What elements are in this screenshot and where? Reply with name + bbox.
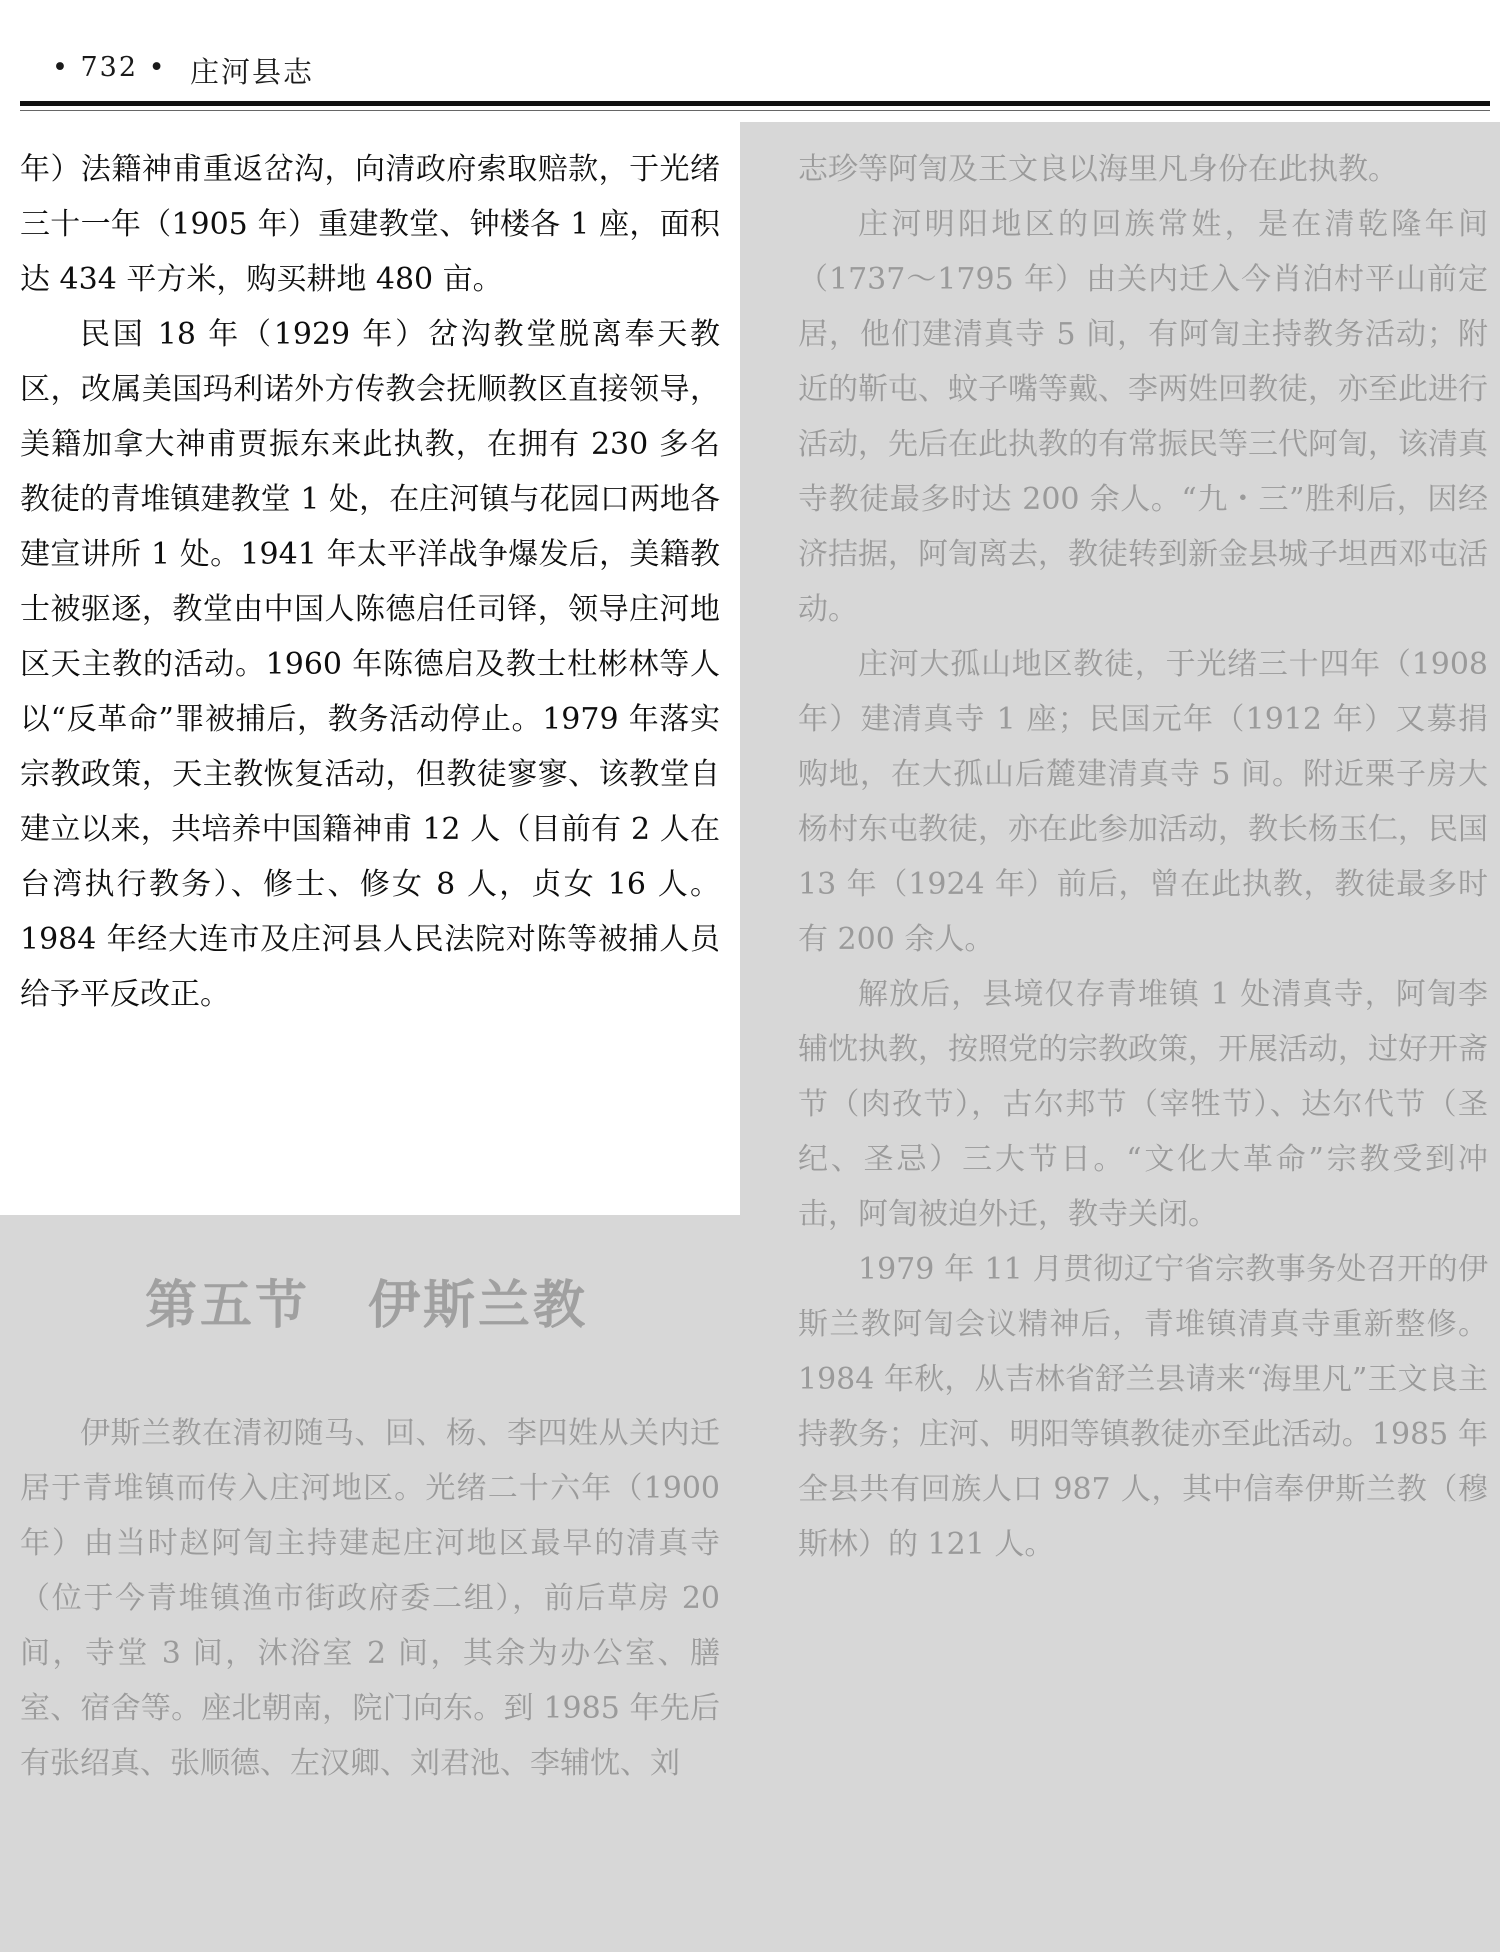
header-rule-thin [20, 110, 1490, 111]
section-heading [145, 1263, 588, 1338]
section-number: 第五节 [145, 1275, 311, 1336]
header-rule [20, 101, 1490, 106]
paragraph: 民国 18 年（1929 年）岔沟教堂脱离奉天教区，改属美国玛利诺外方传教会抚顺教区直接领导，美籍加拿大神甫贾振东来此执教，在拥有 230 多名教徒的青堆镇建教堂 1 处，在庄河镇与花园口两地各建宣讲所 1 处。1941 年太平洋战争爆发后，美籍教士被驱逐，教堂由中国人陈德启任司铎，领导庄河地区天主教的活动。1960 年陈德启及教士杜彬林等人以“反革命”罪被捕后，教务活动停止。1979 年落实宗教政策，天主教恢复活动，但教徒寥寥、该教堂自建立以来，共培养中国籍神甫 12 人（目前有 2 人在台湾执行教务）、修士、修女 8 人，贞女 16 人。1984 年经大连市及庄河县人民法院对陈等被捕人员给予平反改正。 [20, 317, 720, 1012]
book-title: 庄河县志 [190, 55, 315, 89]
paragraph: 庄河明阳地区的回族常姓，是在清乾隆年间（1737～1795 年）由关内迁入今肖泊村平山前定居，他们建清真寺 5 间，有阿訇主持教务活动；附近的靳屯、蚊子嘴等戴、李两姓回教徒，亦至此进行活动，先后在此执教的有常振民等三代阿訇，该清真寺教徒最多时达 200 余人。“九・三”胜利后，因经济拮据，阿訇离去，教徒转到新金县城子坦西邓屯活动。 [798, 207, 1488, 627]
page-header [0, 0, 1500, 110]
right-column [798, 142, 1488, 1572]
paragraph: 庄河大孤山地区教徒，于光绪三十四年（1908 年）建清真寺 1 座；民国元年（1912 年）又募捐购地，在大孤山后麓建清真寺 5 间。附近栗子房大杨村东屯教徒，亦在此参加活动，教长杨玉仁，民国 13 年（1924 年）前后，曾在此执教，教徒最多时有 200 余人。 [798, 647, 1488, 957]
paragraph: 志珍等阿訇及王文良以海里凡身份在此执教。 [798, 152, 1398, 187]
paragraph: 1979 年 11 月贯彻辽宁省宗教事务处召开的伊斯兰教阿訇会议精神后，青堆镇清真寺重新整修。1984 年秋，从吉林省舒兰县请来“海里凡”王文良主持教务；庄河、明阳等镇教徒亦至此活动。1985 年全县共有回族人口 987 人，其中信奉伊斯兰教（穆斯林）的 121 人。 [798, 1252, 1488, 1562]
page-number: • 732 • [52, 52, 167, 83]
section-title: 伊斯兰教 [368, 1275, 589, 1336]
left-column-top [20, 142, 720, 1022]
left-column-bottom [20, 1406, 720, 1791]
paragraph: 年）法籍神甫重返岔沟，向清政府索取赔款，于光绪三十一年（1905 年）重建教堂、钟楼各 1 座，面积达 434 平方米，购买耕地 480 亩。 [20, 152, 720, 297]
paragraph: 伊斯兰教在清初随马、回、杨、李四姓从关内迁居于青堆镇而传入庄河地区。光绪二十六年（1900 年）由当时赵阿訇主持建起庄河地区最早的清真寺（位于今青堆镇渔市街政府委二组），前后草房 20 间，寺堂 3 间，沐浴室 2 间，其余为办公室、膳室、宿舍等。座北朝南，院门向东。到 1985 年先后有张绍真、张顺德、左汉卿、刘君池、李辅忱、刘 [20, 1416, 720, 1781]
paragraph: 解放后，县境仅存青堆镇 1 处清真寺，阿訇李辅忱执教，按照党的宗教政策，开展活动，过好开斋节（肉孜节），古尔邦节（宰牲节）、达尔代节（圣纪、圣忌）三大节日。“文化大革命”宗教受到冲击，阿訇被迫外迁，教寺关闭。 [798, 977, 1488, 1232]
